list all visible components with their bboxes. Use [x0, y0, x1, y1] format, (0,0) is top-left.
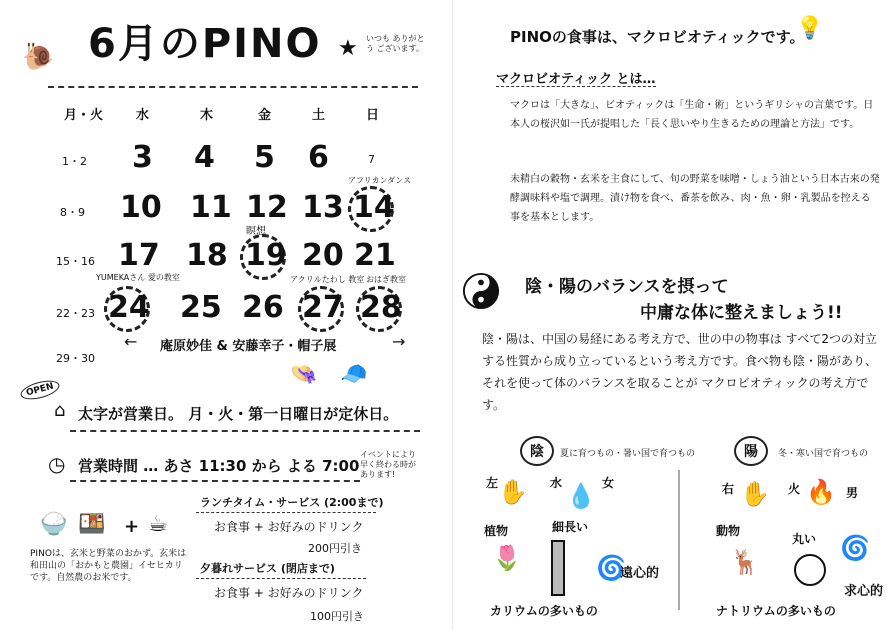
closed-days: 15・16: [56, 255, 95, 268]
calendar-day-closed: 7: [368, 153, 375, 166]
yang-feature: 右: [722, 482, 735, 496]
event-note: 瞑想: [246, 226, 266, 237]
dish-icon: 🍱: [78, 512, 106, 537]
title-underline: [48, 86, 418, 88]
weekday-sun: 日: [366, 108, 380, 123]
cup-icon: ☕: [148, 512, 168, 537]
calendar-day: 18: [186, 238, 228, 273]
divider: [196, 512, 376, 513]
yin-feature: 植物: [484, 524, 509, 538]
yang-feature: 動物: [716, 524, 741, 538]
closed-days: 8・9: [60, 206, 85, 219]
divider: [70, 430, 420, 432]
yin-note: 夏に育つもの・暑い国で育つもの: [560, 449, 696, 459]
column-divider: [678, 470, 680, 610]
pino-note: PINOは、玄米と野菜のおかず。玄米は和田山の「おかもと農園」イセヒカリです。自然農のお米です。: [30, 549, 187, 583]
calendar-day: 21: [354, 238, 396, 273]
exhibit-banner: 庵原妙佳 & 安藤幸子・帽子展: [160, 339, 337, 354]
macrobiotic-subtitle: マクロビオティック とは…: [496, 72, 656, 87]
calendar-day: 4: [194, 140, 215, 175]
yin-feature: 細長い: [552, 520, 589, 534]
calendar-day: 3: [132, 140, 153, 175]
event-note: アフリカンダンス: [348, 176, 412, 185]
weekday-wed: 水: [136, 108, 150, 123]
open-badge: OPEN: [19, 377, 62, 403]
divider: [196, 578, 366, 579]
yang-note: 冬・寒い国で育つもの: [778, 449, 869, 459]
open-days-text: 太字が営業日。 月・火・第一日曜日が定休日。: [78, 405, 399, 423]
yang-sodium: ナトリウムの多いもの: [716, 604, 836, 618]
yin-label: 陰: [520, 436, 554, 466]
hat-icon: 👒: [290, 362, 318, 387]
macrobiotic-title: PINOの食事は、マクロビオティックです。: [510, 28, 805, 46]
business-hours: 営業時間 … あさ 11:30 から よる 7:00: [78, 457, 360, 475]
evening-service-label: 夕暮れサービス (閉店まで): [200, 562, 335, 575]
yin-feature: 遠心的: [620, 566, 660, 581]
yang-feature: 求心的: [844, 584, 884, 599]
calendar-day: 27: [302, 290, 344, 325]
macrobiotic-definition: マクロは「大きな」、ビオティックは「生命・術」というギリシャの言葉です。日本人の桜沢如一氏が提唱した「長く思いやり生きるための理論と方法」です。: [510, 100, 874, 130]
clock-icon: ◷: [48, 452, 66, 476]
right-arrow-icon: →: [392, 332, 406, 351]
lightbulb-icon: 💡: [796, 16, 824, 41]
tulip-icon: 🌷: [492, 544, 522, 572]
yin-feature: 女: [602, 476, 615, 490]
calendar-day: 13: [302, 190, 344, 225]
fire-icon: 🔥: [806, 478, 836, 506]
weekday-fri: 金: [258, 108, 272, 123]
yang-feature: 火: [788, 482, 801, 496]
calendar-day: 24: [108, 290, 150, 325]
weekday-thu: 木: [200, 108, 214, 123]
cap-icon: 🧢: [340, 362, 368, 387]
balance-heading-2: 中庸な体に整えましょう!!: [640, 303, 843, 323]
page-title: 6月のPINO: [88, 21, 322, 67]
spring-icon: 🌀: [596, 554, 626, 582]
yin-yang-icon: [462, 272, 500, 310]
event-note: YUMEKAさん 愛の教室: [96, 273, 180, 282]
calendar-day: 6: [308, 140, 329, 175]
closed-days: 1・2: [62, 155, 87, 168]
yin-feature: 水: [550, 476, 563, 490]
event-note: アクリルたわし 教室: [290, 275, 365, 284]
lunch-service-line: お食事 + お好みのドリンク: [214, 520, 364, 534]
evening-service-price: 100円引き: [310, 610, 364, 623]
hand-icon: ✋: [740, 480, 770, 508]
page-fold: [452, 0, 453, 630]
lunch-service-label: ランチタイム・サービス (2:00まで): [200, 496, 384, 509]
calendar-day: 10: [120, 190, 162, 225]
spring-icon: 🌀: [840, 534, 870, 562]
yin-yang-explanation: 陰・陽は、中国の易経にある考え方で、世の中の物事は すべて2つの対立する性質から成り立っているという考え方です。食べ物も陰・陽があり、それを使って体のバランスを取ることが マクロビオティックの考え方です。: [482, 332, 878, 412]
rice-bowl-icon: 🍚: [40, 512, 68, 537]
calendar-day: 20: [302, 238, 344, 273]
circle-icon: [794, 554, 826, 586]
closed-days: 29・30: [56, 352, 95, 365]
lunch-service-price: 200円引き: [308, 542, 362, 555]
calendar-day: 14: [353, 190, 395, 225]
yang-feature: 男: [846, 486, 859, 500]
thanks-note: いつも ありがとう ございます。: [366, 34, 425, 53]
snail-icon: 🐌: [22, 42, 55, 72]
balance-heading: 陰・陽のバランスを摂って: [525, 277, 729, 297]
calendar-day: 5: [254, 140, 275, 175]
event-note: おはぎ教室: [366, 275, 406, 284]
left-arrow-icon: ←: [124, 332, 138, 351]
deer-icon: 🦌: [730, 548, 760, 576]
calendar-day: 12: [246, 190, 288, 225]
hand-icon: ✋: [498, 478, 528, 506]
weekday-sat: 土: [312, 108, 326, 123]
divider: [496, 86, 656, 87]
star-icon: ★: [338, 36, 358, 61]
calendar-day: 19: [245, 238, 287, 273]
calendar-day: 25: [180, 290, 222, 325]
yin-potassium: カリウムの多いもの: [490, 604, 598, 618]
shop-icon: ⌂: [54, 400, 66, 421]
long-stick-icon: [551, 540, 565, 596]
water-drop-icon: 💧: [566, 482, 596, 510]
weekday-mon-tue: 月・火: [64, 108, 104, 123]
macrobiotic-method: 未精白の穀物・玄米を主食にして、旬の野菜を味噌・しょう油という日本古来の発酵調味料や塩で調理。漬け物を食べ、番茶を飲み、肉・魚・卵・乳製品を控える事を基本とします。: [510, 174, 880, 223]
yin-feature: 左: [486, 476, 499, 490]
calendar-day: 28: [360, 290, 402, 325]
yang-label: 陽: [734, 436, 768, 466]
plus-icon: +: [124, 516, 140, 537]
hours-note: イベントにより 早く終わる時があります!: [360, 450, 416, 479]
evening-service-line: お食事 + お好みのドリンク: [214, 586, 364, 600]
calendar-day: 26: [242, 290, 284, 325]
yang-feature: 丸い: [792, 532, 817, 546]
divider: [70, 480, 360, 482]
closed-days: 22・23: [56, 307, 95, 320]
calendar-day: 17: [118, 238, 160, 273]
calendar-day: 11: [190, 190, 232, 225]
